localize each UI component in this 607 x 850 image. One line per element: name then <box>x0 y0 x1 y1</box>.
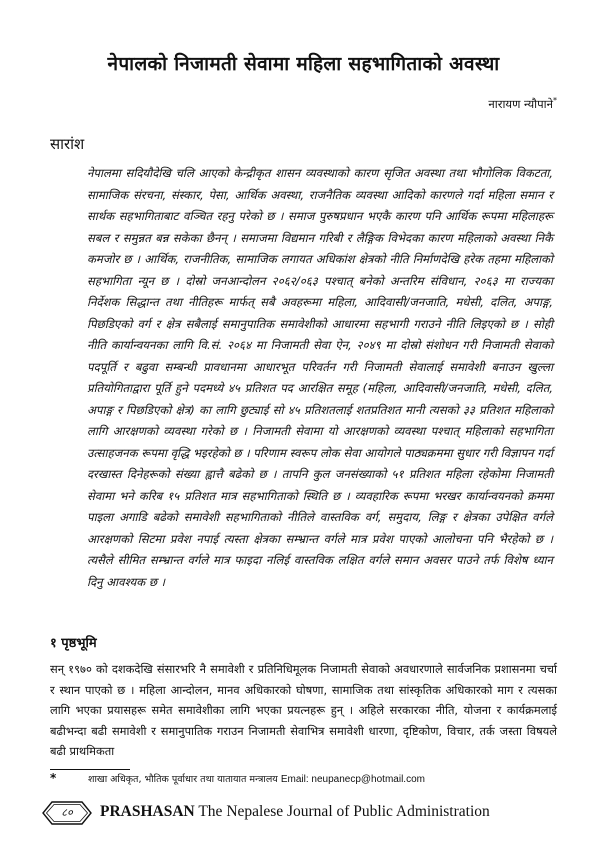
footnote-divider <box>50 769 130 770</box>
author-footnote-mark: * <box>553 96 557 105</box>
page-number-badge <box>42 801 92 825</box>
section-body: सन् १९७० को दशकदेखि संसारभरि नै समावेशी र प्रतिनिधिमूलक निजामती सेवाको अवधारणाले सार्वजनिक प्रशासनमा चर्चा र स्थान पाएको छ । महिला आन्दोलन, मानव अधिकारको घोषणा, सामाजिक तथा सांस्कृतिक अधिकारको माग र त्यसका लागि भएका प्रयासहरू समेत समावेशीका लागि भएका प्रयत्नहरू हुन् । अहिले सरकारका नीति, योजना र कार्यक्रमलाई बढीभन्दा बढी समावेशी र समानुपातिक गराउन निजामती सेवाभित्र समावेशी धारणा, दृष्टिकोण, विचार, तर्क जस्ता विषयले बढी प्राथमिकता <box>50 662 557 758</box>
footnote-email: Email: neupanecp@hotmail.com <box>280 774 425 785</box>
footnote-text: शाखा अधिकृत, भौतिक पूर्वाधार तथा यातायात मन्त्रालय <box>88 774 278 785</box>
author-line <box>488 96 557 112</box>
journal-subtitle: The Nepalese Journal of Public Administration <box>198 803 490 820</box>
footnote <box>50 772 557 786</box>
author-name: नारायण न्यौपाने <box>488 96 553 111</box>
article-title: नेपालको निजामती सेवामा महिला सहभागिताको अवस्था <box>107 53 500 75</box>
page-number: ८० <box>61 806 73 819</box>
journal-footer <box>100 803 490 821</box>
abstract-body: नेपालमा सदियौदेखि चलि आएको केन्द्रीकृत शासन व्यवस्थाको कारण सृजित अवस्था तथा भौगोलिक विकटता, सामाजिक संरचना, संस्कार, पेसा, आर्थिक अवस्था, राजनैतिक व्यवस्था आदिको कारणले गर्दा महिला समान र सार्थक सहभागिताबाट वञ्चित रहनु परेको छ । समाज पुरुषप्रधान भएकै कारण पनि आर्थिक रूपमा महिलाहरू सबल र समुन्नत बन्न सकेका छैनन् । समाजमा विद्यमान गरिबी र लैङ्गिक विभेदका कारण महिलाको अवस्था निकै कमजोर छ । आर्थिक, राजनीतिक, सामाजिक लगायत अधिकांश क्षेत्रको नीति निर्माणदेखि हरेक तहमा महिलाको सहभागिता न्यून छ । दोस्रो जनआन्दोलन २०६२/०६३ पश्चात् बनेको अन्तरिम संविधान, २०६३ मा राज्यका निर्देशक सिद्धान्त तथा नीतिहरू मार्फत् सबै अवहरूमा महिला, आदिवासी/जनजाति, मधेसी, दलित, अपाङ्ग, पिछडिएको वर्ग र क्षेत्र सबैलाई समानुपातिक समावेशीको आधारमा सहभागी गराउने नीति लिइएको छ । सोही नीति कार्यान्वयनका लागि वि.सं. २०६४ मा निजामती सेवा ऐन, २०४९ मा दोस्रो संशोधन गरी निजामती सेवाको पदपूर्ति र बढुवा सम्बन्धी प्रावधानमा आधारभूत परिवर्तन गरी निजामती सेवालाई समावेशी बनाउन खुल्ला प्रतियोगिताद्वारा पूर्ति हुने पदमध्ये ४५ प्रतिशत पद आरक्षित समूह (महिला, आदिवासी/जनजाति, मधेसी, दलित, अपाङ्ग र पिछडिएको क्षेत्र) का लागि छुट्याई सो ४५ प्रतिशतलाई शतप्रतिशत मानी त्यसको ३३ प्रतिशत महिलाको लागि आरक्षणको व्यवस्था गरेको छ । निजामती सेवामा यो आरक्षणको व्यवस्था पश्चात् महिलाको सहभागिता उत्साहजनक रूपमा वृद्धि भइरहेको छ । परिणाम स्वरूप लोक सेवा आयोगले पाठ्यक्रममा सुधार गरी विज्ञापन गर्दा दरखास्त दिनेहरूको संख्या ह्वात्तै बढेको छ । तापनि कुल जनसंख्याको ५१ प्रतिशत महिला रहेकोमा निजामती सेवामा भने करिब १५ प्रतिशत मात्र सहभागिताको स्थिति छ । व्यवहारिक रूपमा भरखर कार्यान्वयनको क्रममा पाइला अगाडि बढेको समावेशी सहभागिताको नीतिले वास्तविक वर्ग, समुदाय, लिङ्ग र क्षेत्रका उपेक्षित वर्गले आरक्षणको सिटमा प्रवेश नपाई त्यस्ता क्षेत्रका सम्भ्रान्त वर्गले मात्र प्रवेश पाएको आलोचना पनि भैरहेको छ । त्यसैले सीमित सम्भ्रान्त वर्गले मात्र फाइदा नलिई वास्तविक लक्षित वर्गले समान अवसर पाउने तर्फ विशेष ध्यान दिनु आवश्यक छ । <box>87 166 553 589</box>
section-heading: १ पृष्ठभूमि <box>50 636 97 651</box>
journal-name: PRASHASAN <box>100 803 195 820</box>
footnote-mark: * <box>50 771 57 785</box>
abstract-heading: सारांश <box>50 135 85 153</box>
